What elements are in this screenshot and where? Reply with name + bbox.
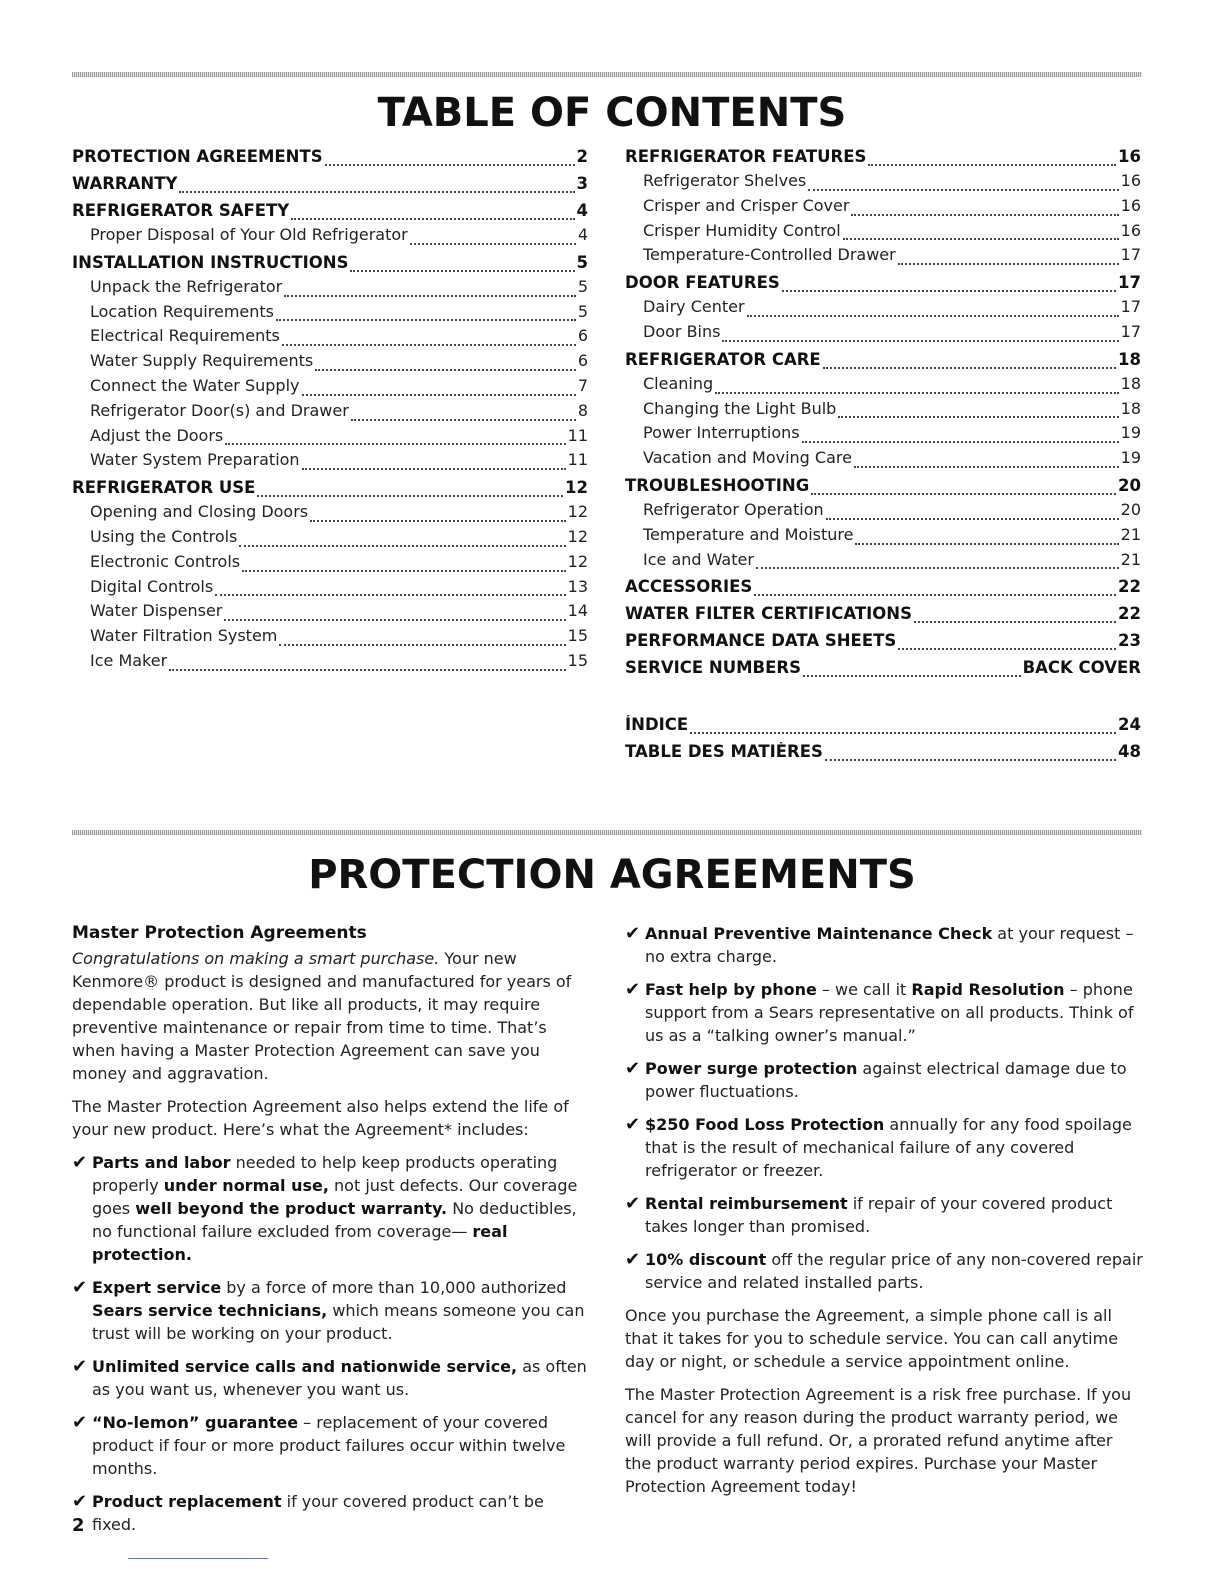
- toc-entry-page: 5: [577, 301, 588, 321]
- toc-subsection-entry[interactable]: [72, 502, 588, 527]
- checklist-bold-text: Fast help by phone: [645, 980, 817, 999]
- toc-subsection-entry[interactable]: [625, 500, 1141, 525]
- toc-entry-label: Proper Disposal of Your Old Refrigerator: [90, 225, 408, 244]
- checklist-item: [72, 1151, 590, 1266]
- pa-title: PROTECTION AGREEMENTS: [308, 852, 916, 898]
- toc-section-entry[interactable]: [625, 631, 1141, 655]
- toc-entry-label: Crisper Humidity Control: [643, 220, 841, 240]
- toc-section-entry[interactable]: [72, 201, 588, 225]
- checklist-item-text: [92, 1276, 590, 1345]
- toc-subsection-entry[interactable]: [625, 423, 1141, 448]
- toc-entry-page: 17: [1118, 273, 1141, 293]
- toc-section-entry[interactable]: [72, 147, 588, 171]
- checklist-text: at your request – no extra charge.: [645, 924, 1134, 966]
- toc-dot-leader: [838, 416, 1118, 418]
- checklist-text: as often as you want us, whenever you want us.: [92, 1357, 587, 1399]
- checklist-text: off the regular price of any non-covered repair service and related installed parts.: [645, 1250, 1143, 1292]
- toc-section-entry[interactable]: [625, 577, 1141, 601]
- checklist-item: [625, 1248, 1143, 1294]
- checklist-text: needed to help keep products operating properly: [92, 1153, 558, 1195]
- checkmark-icon: ✔: [72, 1412, 88, 1433]
- toc-entry-page: 14: [567, 601, 588, 621]
- toc-entry-label: TABLE DES MATIÈRES: [625, 742, 823, 762]
- toc-entry-label: Water Filtration System: [90, 626, 278, 646]
- toc-entry-page: 20: [1120, 499, 1141, 519]
- toc-dot-leader: [257, 495, 563, 497]
- toc-dot-leader: [754, 594, 1116, 596]
- toc-dot-leader: [310, 520, 566, 522]
- toc-entry-page: 6: [577, 326, 588, 346]
- toc-entry-label: Water Dispenser: [90, 601, 223, 621]
- toc-subsection-entry[interactable]: [625, 245, 1141, 270]
- toc-entry-page: 17: [1120, 245, 1141, 265]
- toc-entry-label: Opening and Closing Doors: [90, 502, 309, 522]
- checklist-item: [625, 922, 1143, 968]
- toc-left-column: [72, 144, 588, 676]
- toc-dot-leader: [855, 543, 1118, 545]
- toc-dot-leader: [302, 394, 576, 396]
- toc-dot-leader: [782, 290, 1116, 292]
- toc-dot-leader: [279, 644, 565, 646]
- toc-subsection-entry[interactable]: [625, 171, 1141, 196]
- toc-subsection-entry[interactable]: [72, 351, 588, 376]
- toc-section-entry[interactable]: [625, 658, 1141, 682]
- toc-subsection-entry[interactable]: [72, 277, 588, 302]
- toc-dot-leader: [715, 392, 1118, 394]
- toc-entry-page: 4: [577, 225, 588, 244]
- toc-entry-label: Unpack the Refrigerator: [90, 276, 283, 296]
- toc-entry-label: Changing the Light Bulb: [643, 398, 837, 418]
- toc-dot-leader: [811, 493, 1116, 495]
- toc-dot-leader: [302, 468, 566, 470]
- toc-entry-page: 21: [1120, 549, 1141, 569]
- checklist-item: [72, 1490, 590, 1536]
- toc-entry-page: 3: [576, 174, 588, 193]
- checklist-item-text: [645, 1192, 1143, 1238]
- toc-entry-label: REFRIGERATOR SAFETY: [72, 201, 290, 220]
- checkmark-icon: ✔: [625, 1114, 641, 1135]
- checklist-item-text: [92, 1355, 590, 1401]
- toc-entry-label: Power Interruptions: [643, 423, 800, 443]
- toc-subsection-entry[interactable]: [625, 399, 1141, 424]
- checklist-text: if repair of your covered product takes longer than promised.: [645, 1194, 1113, 1236]
- toc-subsection-entry[interactable]: [625, 196, 1141, 221]
- toc-entry-page: 12: [565, 478, 588, 498]
- checklist-bold-text: “No-lemon” guarantee: [92, 1413, 299, 1432]
- toc-section-entry[interactable]: [625, 147, 1141, 171]
- toc-entry-page: 18: [1120, 373, 1141, 393]
- toc-entry-page: 5: [577, 276, 588, 296]
- toc-entry-page: 12: [567, 502, 588, 522]
- checklist-item-text: [92, 1490, 590, 1536]
- checklist-item-text: [645, 922, 1143, 968]
- pa-closing-1: Once you purchase the Agreement, a simple phone call is all that it takes for you to schedule service. You can call anytime day or night, or schedule a service appointment online.: [625, 1306, 1119, 1371]
- toc-entry-page: 16: [1118, 147, 1141, 166]
- toc-entry-label: Crisper and Crisper Cover: [643, 195, 850, 215]
- toc-entry-page: 48: [1118, 742, 1141, 762]
- checklist-bold-text: real protection.: [92, 1222, 508, 1264]
- pa-right-column: [625, 922, 1143, 1508]
- checkmark-icon: ✔: [625, 1058, 641, 1079]
- toc-dot-leader: [315, 369, 576, 371]
- checkmark-icon: ✔: [625, 1249, 641, 1270]
- toc-dot-leader: [851, 214, 1118, 216]
- toc-entry-label: REFRIGERATOR USE: [72, 478, 256, 498]
- toc-subsection-entry[interactable]: [72, 426, 588, 451]
- toc-subsection-entry[interactable]: [72, 552, 588, 577]
- toc-section-entry[interactable]: [72, 174, 588, 198]
- toc-dot-leader: [215, 594, 565, 596]
- toc-entry-page: 18: [1120, 398, 1141, 418]
- footer-line: [128, 1558, 268, 1559]
- toc-subsection-entry[interactable]: [72, 651, 588, 676]
- toc-dot-leader: [350, 270, 574, 272]
- toc-entry-label: Water System Preparation: [90, 450, 300, 470]
- toc-subsection-entry[interactable]: [72, 302, 588, 327]
- checklist-text: – we call it: [816, 980, 912, 999]
- checklist-bold-text: Product replacement: [92, 1492, 282, 1511]
- checklist-bold-text: 10% discount: [645, 1250, 767, 1269]
- toc-dot-leader: [843, 238, 1119, 240]
- toc-entry-page: 19: [1120, 423, 1141, 443]
- toc-entry-label: PERFORMANCE DATA SHEETS: [625, 631, 897, 651]
- toc-section-entry[interactable]: [625, 715, 1141, 739]
- toc-section-entry[interactable]: [625, 476, 1141, 500]
- toc-entry-label: TROUBLESHOOTING: [625, 475, 810, 495]
- toc-subsection-entry[interactable]: [72, 450, 588, 475]
- toc-entry-label: Ice and Water: [643, 549, 754, 569]
- pa-closing-2: The Master Protection Agreement is a risk free purchase. If you cancel for any reason during the product warranty period, we will provide a full refund. Or, a prorated refund anytime after the product warranty period expires. Purchase your Master Protection Agreement today!: [625, 1385, 1132, 1496]
- toc-section-entry[interactable]: [625, 742, 1141, 766]
- toc-entry-page: 22: [1118, 577, 1141, 597]
- toc-entry-label: DOOR FEATURES: [625, 273, 780, 293]
- toc-entry-label: ACCESSORIES: [625, 577, 753, 597]
- checklist-text: not just defects. Our coverage goes: [92, 1176, 578, 1218]
- toc-subsection-entry[interactable]: [72, 376, 588, 401]
- toc-dot-leader: [169, 669, 565, 671]
- toc-entry-page: 2: [576, 147, 588, 166]
- toc-entry-page: 16: [1120, 171, 1141, 190]
- toc-subsection-entry[interactable]: [625, 221, 1141, 246]
- toc-dot-leader: [179, 191, 574, 193]
- checklist-bold-text: Parts and labor: [92, 1153, 231, 1172]
- toc-entry-page: 18: [1118, 349, 1141, 369]
- toc-entry-label: Refrigerator Operation: [643, 499, 824, 519]
- toc-subsection-entry[interactable]: [625, 550, 1141, 575]
- pa-left-column: [72, 922, 590, 1546]
- toc-dot-leader: [808, 189, 1118, 191]
- checklist-item-text: [645, 978, 1143, 1047]
- toc-entry-label: Electrical Requirements: [90, 326, 280, 346]
- toc-entry-label: Cleaning: [643, 373, 714, 393]
- checklist-bold-text: Unlimited service calls and nationwide service,: [92, 1357, 518, 1376]
- toc-entry-page: 22: [1118, 604, 1141, 624]
- toc-dot-leader: [823, 367, 1116, 369]
- toc-entry-page: 11: [567, 425, 588, 445]
- toc-entry-page: 11: [567, 450, 588, 470]
- toc-dot-leader: [825, 759, 1116, 761]
- checklist-bold-text: Rental reimbursement: [645, 1194, 848, 1213]
- checklist-bold-text: Annual Preventive Maintenance Check: [645, 924, 993, 943]
- toc-section-entry[interactable]: [625, 350, 1141, 374]
- pa-subheading: Master Protection Agreements: [72, 923, 367, 943]
- toc-subsection-entry[interactable]: [72, 401, 588, 426]
- checklist-text: if your covered product can’t be fixed.: [92, 1492, 544, 1534]
- toc-subsection-entry[interactable]: [72, 326, 588, 351]
- middle-divider: [72, 830, 1142, 835]
- toc-subsection-entry[interactable]: [625, 297, 1141, 322]
- toc-entry-page: 12: [567, 551, 588, 571]
- toc-dot-leader: [690, 732, 1116, 734]
- toc-subsection-entry[interactable]: [625, 448, 1141, 473]
- toc-subsection-entry[interactable]: [625, 374, 1141, 399]
- toc-entry-label: Dairy Center: [643, 297, 745, 317]
- checkmark-icon: ✔: [625, 923, 641, 944]
- toc-dot-leader: [410, 243, 576, 245]
- pa-right-checklist: [625, 922, 1143, 1294]
- toc-dot-leader: [351, 419, 576, 421]
- checklist-item: [72, 1411, 590, 1480]
- toc-section-entry[interactable]: [625, 604, 1141, 628]
- toc-entry-label: Temperature and Moisture: [643, 524, 854, 544]
- checkmark-icon: ✔: [625, 979, 641, 1000]
- toc-entry-page: 19: [1120, 448, 1141, 468]
- pa-intro-italic: Congratulations on making a smart purchase.: [72, 949, 440, 968]
- checklist-item-text: [92, 1151, 590, 1266]
- toc-entry-label: WARRANTY: [72, 174, 178, 193]
- toc-dot-leader: [276, 319, 576, 321]
- toc-entry-page: 8: [577, 400, 588, 420]
- checklist-item-text: [92, 1411, 590, 1480]
- toc-entry-label: Electronic Controls: [90, 551, 241, 571]
- pa-para2: The Master Protection Agreement also helps extend the life of your new product. Here’s what the Agreement* includes:: [72, 1097, 569, 1139]
- toc-dot-leader: [291, 218, 574, 220]
- toc-dot-leader: [803, 675, 1021, 677]
- checklist-text: against electrical damage due to power fluctuations.: [645, 1059, 1127, 1101]
- toc-entry-label: REFRIGERATOR FEATURES: [625, 147, 867, 166]
- toc-entry-page: BACK COVER: [1022, 658, 1141, 678]
- checklist-bold-text: Power surge protection: [645, 1059, 858, 1078]
- toc-entry-page: 23: [1118, 631, 1141, 651]
- checklist-item: [625, 1192, 1143, 1238]
- toc-entry-label: Vacation and Moving Care: [643, 448, 852, 468]
- toc-dot-leader: [898, 648, 1116, 650]
- toc-section-entry[interactable]: [625, 273, 1141, 297]
- checklist-bold-text: $250 Food Loss Protection: [645, 1115, 885, 1134]
- toc-entry-page: 15: [567, 650, 588, 670]
- toc-entry-page: 17: [1120, 321, 1141, 341]
- toc-entry-label: Ice Maker: [90, 650, 168, 670]
- toc-entry-label: Adjust the Doors: [90, 425, 224, 445]
- toc-dot-leader: [747, 315, 1119, 317]
- toc-entry-label: REFRIGERATOR CARE: [625, 349, 821, 369]
- checkmark-icon: ✔: [72, 1356, 88, 1377]
- toc-entry-label: Water Supply Requirements: [90, 351, 314, 371]
- toc-dot-leader: [325, 164, 575, 166]
- checklist-item-text: [645, 1113, 1143, 1182]
- toc-title: TABLE OF CONTENTS: [377, 90, 847, 136]
- toc-dot-leader: [284, 295, 576, 297]
- toc-dot-leader: [282, 344, 576, 346]
- toc-entry-page: 21: [1120, 524, 1141, 544]
- toc-entry-page: 15: [567, 626, 588, 646]
- top-divider: [72, 72, 1142, 77]
- toc-subsection-entry[interactable]: [72, 601, 588, 626]
- toc-entry-page: 5: [576, 252, 588, 272]
- pa-intro-rest: Your new Kenmore® product is designed and manufactured for years of dependable operation. But like all products, it may require preventive maintenance or repair from time to time. That’s when having a Master Protection Agreement can save you money and aggravation.: [72, 949, 572, 1083]
- toc-dot-leader: [722, 340, 1118, 342]
- toc-entry-page: 17: [1120, 297, 1141, 317]
- checklist-item-text: [645, 1057, 1143, 1103]
- checklist-item-text: [645, 1248, 1143, 1294]
- toc-dot-leader: [239, 545, 565, 547]
- checklist-item: [72, 1355, 590, 1401]
- toc-entry-label: PROTECTION AGREEMENTS: [72, 147, 323, 166]
- toc-entry-label: SERVICE NUMBERS: [625, 658, 801, 678]
- toc-dot-leader: [224, 619, 565, 621]
- checklist-text: which means someone you can trust will be working on your product.: [92, 1301, 585, 1343]
- toc-entry-page: 24: [1118, 715, 1141, 735]
- checklist-item: [625, 978, 1143, 1047]
- toc-entry-label: Refrigerator Shelves: [643, 171, 807, 190]
- checklist-bold-text: Expert service: [92, 1278, 222, 1297]
- checklist-bold-text: under normal use,: [163, 1176, 329, 1195]
- toc-entry-label: Temperature-Controlled Drawer: [643, 245, 896, 265]
- toc-dot-leader: [242, 570, 566, 572]
- toc-section-entry[interactable]: [72, 253, 588, 277]
- toc-dot-leader: [868, 164, 1116, 166]
- toc-dot-leader: [854, 466, 1119, 468]
- toc-dot-leader: [802, 441, 1119, 443]
- toc-subsection-entry[interactable]: [72, 225, 588, 250]
- toc-entry-label: Connect the Water Supply: [90, 375, 300, 395]
- toc-dot-leader: [225, 443, 565, 445]
- toc-entry-label: WATER FILTER CERTIFICATIONS: [625, 604, 912, 624]
- toc-entry-page: 20: [1118, 475, 1141, 495]
- checklist-text: No deductibles, no functional failure excluded from coverage—: [92, 1199, 577, 1241]
- checklist-item: [72, 1276, 590, 1345]
- toc-entry-page: 16: [1120, 195, 1141, 215]
- checkmark-icon: ✔: [72, 1152, 88, 1173]
- checklist-item: [625, 1113, 1143, 1182]
- checklist-text: by a force of more than 10,000 authorized: [221, 1278, 567, 1297]
- toc-entry-label: Digital Controls: [90, 576, 214, 596]
- toc-entry-page: 7: [577, 375, 588, 395]
- toc-entry-page: 6: [577, 351, 588, 371]
- toc-dot-leader: [898, 263, 1119, 265]
- checklist-bold-text: Sears service technicians,: [92, 1301, 328, 1320]
- toc-subsection-entry[interactable]: [72, 577, 588, 602]
- toc-dot-leader: [826, 518, 1119, 520]
- toc-entry-label: Location Requirements: [90, 301, 274, 321]
- pa-intro: [72, 947, 590, 1085]
- toc-subsection-entry[interactable]: [72, 527, 588, 552]
- page-number: 2: [72, 1515, 85, 1536]
- toc-subsection-entry[interactable]: [625, 525, 1141, 550]
- checkmark-icon: ✔: [625, 1193, 641, 1214]
- toc-entry-label: Refrigerator Door(s) and Drawer: [90, 400, 349, 420]
- checklist-bold-text: well beyond the product warranty.: [135, 1199, 448, 1218]
- checkmark-icon: ✔: [72, 1491, 88, 1512]
- checklist-text: – phone support from a Sears representative on all products. Think of us as a “talking owner’s manual.”: [645, 980, 1134, 1045]
- toc-subsection-entry[interactable]: [72, 626, 588, 651]
- checklist-item: [625, 1057, 1143, 1103]
- toc-right-column: [625, 144, 1141, 766]
- toc-entry-label: ÍNDICE: [625, 715, 689, 735]
- toc-dot-leader: [914, 621, 1116, 623]
- checklist-bold-text: Rapid Resolution: [911, 980, 1065, 999]
- pa-left-checklist: [72, 1151, 590, 1536]
- toc-entry-page: 12: [567, 526, 588, 546]
- toc-gap: [625, 682, 1141, 712]
- toc-entry-label: Using the Controls: [90, 526, 238, 546]
- checkmark-icon: ✔: [72, 1277, 88, 1298]
- toc-entry-page: 13: [567, 576, 588, 596]
- checklist-text: annually for any food spoilage that is the result of mechanical failure of any covered refrigerator or freezer.: [645, 1115, 1132, 1180]
- toc-dot-leader: [756, 567, 1119, 569]
- toc-subsection-entry[interactable]: [625, 322, 1141, 347]
- toc-entry-label: INSTALLATION INSTRUCTIONS: [72, 252, 349, 272]
- toc-entry-page: 4: [576, 201, 588, 220]
- checklist-text: – replacement of your covered product if four or more product failures occur within twelve months.: [92, 1413, 566, 1478]
- toc-section-entry[interactable]: [72, 478, 588, 502]
- toc-entry-page: 16: [1120, 220, 1141, 240]
- toc-entry-label: Door Bins: [643, 321, 721, 341]
